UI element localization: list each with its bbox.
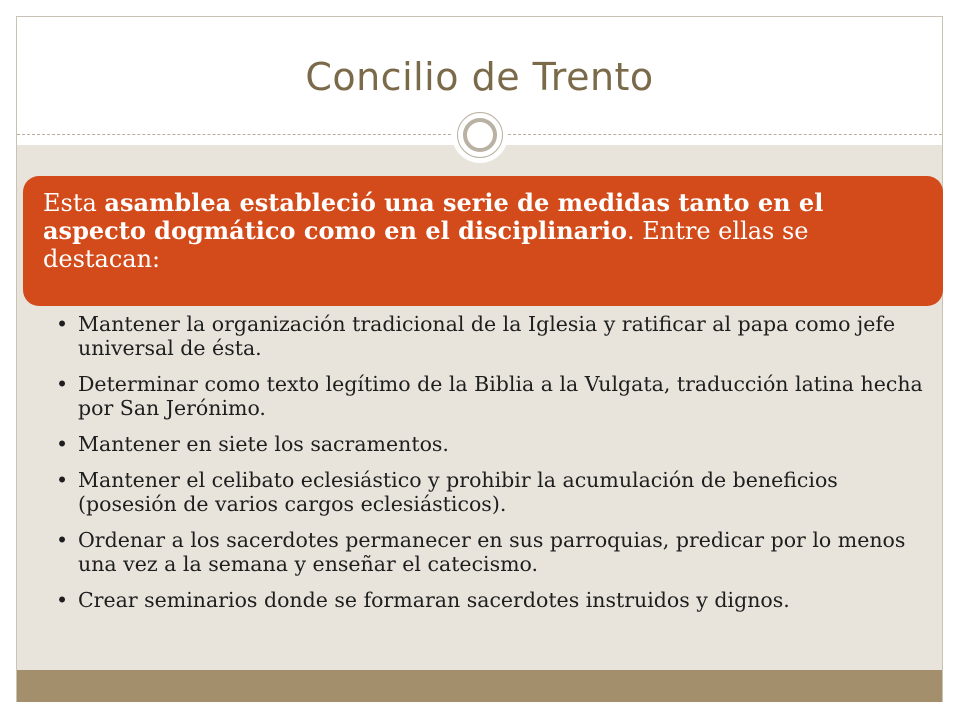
slide-title: Concilio de Trento bbox=[305, 55, 654, 99]
footer-bar bbox=[17, 670, 942, 702]
intro-text-start: Esta bbox=[43, 189, 105, 217]
intro-box bbox=[23, 176, 943, 306]
bullet-item: • Mantener el celibato eclesiástico y prohibir la acumulación de beneficios (posesión de varios cargos eclesiásticos). bbox=[56, 468, 936, 516]
bullet-item: • Crear seminarios donde se formaran sacerdotes instruidos y dignos. bbox=[56, 588, 936, 612]
bullet-item: • Mantener la organización tradicional de la Iglesia y ratificar al papa como jefe universal de ésta. bbox=[56, 312, 936, 360]
circle-ornament-icon bbox=[452, 107, 508, 163]
bullet-item: • Mantener en siete los sacramentos. bbox=[56, 432, 936, 456]
intro-text-bold: asamblea estableció una serie de medidas tanto en el aspecto dogmático como en el disciplinario bbox=[43, 188, 824, 245]
bullet-item: • Determinar como texto legítimo de la Biblia a la Vulgata, traducción latina hecha por San Jerónimo. bbox=[56, 372, 936, 420]
intro-text-end: . Entre ellas se destacan: bbox=[43, 217, 809, 273]
bullet-list bbox=[56, 312, 936, 624]
bullet-item: • Ordenar a los sacerdotes permanecer en sus parroquias, predicar por lo menos una vez a la semana y enseñar el catecismo. bbox=[56, 528, 936, 576]
